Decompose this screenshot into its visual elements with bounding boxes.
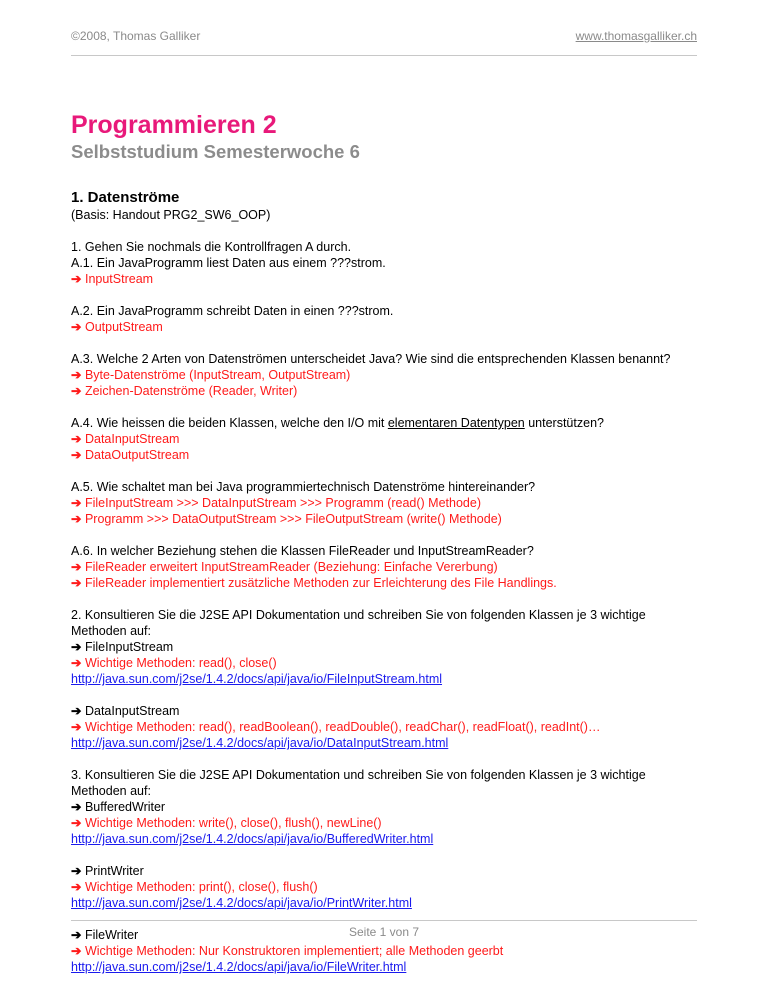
api-doc-link[interactable]: http://java.sun.com/j2se/1.4.2/docs/api/java/io/DataInputStream.html bbox=[71, 736, 449, 750]
arrow-icon: ➔ bbox=[71, 272, 82, 286]
page-header bbox=[71, 29, 697, 56]
arrow-icon: ➔ bbox=[71, 384, 82, 398]
question-a6 bbox=[71, 543, 711, 591]
arrow-icon: ➔ bbox=[71, 320, 82, 334]
methods-line: ➔ Wichtige Methoden: read(), readBoolean(), readDouble(), readChar(), readFloat(), readInt()… bbox=[71, 720, 601, 734]
question-a5 bbox=[71, 479, 711, 527]
answer-line: ➔ Byte-Datenströme (InputStream, OutputStream) bbox=[71, 368, 351, 382]
class-name: ➔ PrintWriter bbox=[71, 864, 144, 878]
class-name: ➔ BufferedWriter bbox=[71, 800, 166, 814]
section-heading: 1. Datenströme bbox=[71, 189, 180, 206]
answer-line: ➔ FileReader erweitert InputStreamReader (Beziehung: Einfache Vererbung) bbox=[71, 560, 498, 574]
question-text: 3. Konsultieren Sie die J2SE API Dokumentation und schreiben Sie von folgenden Klassen je 3 wichtige bbox=[71, 768, 646, 782]
question-text: A.3. Welche 2 Arten von Datenströmen unterscheidet Java? Wie sind die entsprechenden Klassen benannt? bbox=[71, 352, 671, 366]
answer-line: ➔ Programm >>> DataOutputStream >>> FileOutputStream (write() Methode) bbox=[71, 512, 502, 526]
answer-line: ➔ FileInputStream >>> DataInputStream >>> Programm (read() Methode) bbox=[71, 496, 481, 510]
class-name: ➔ FileInputStream bbox=[71, 640, 174, 654]
question-a1 bbox=[71, 239, 711, 287]
arrow-icon: ➔ bbox=[71, 816, 82, 830]
answer-line: ➔ InputStream bbox=[71, 272, 154, 286]
arrow-icon: ➔ bbox=[71, 496, 82, 510]
methods-line: ➔ Wichtige Methoden: write(), close(), flush(), newLine() bbox=[71, 816, 382, 830]
question-text: A.4. Wie heissen die beiden Klassen, welche den I/O mit elementaren Datentypen unterstützen? bbox=[71, 416, 604, 430]
answer-line: ➔ Zeichen-Datenströme (Reader, Writer) bbox=[71, 384, 298, 398]
api-doc-link[interactable]: http://java.sun.com/j2se/1.4.2/docs/api/java/io/BufferedWriter.html bbox=[71, 832, 434, 846]
arrow-icon: ➔ bbox=[71, 720, 82, 734]
question-text: A.6. In welcher Beziehung stehen die Klassen FileReader und InputStreamReader? bbox=[71, 544, 534, 558]
arrow-icon: ➔ bbox=[71, 576, 82, 590]
arrow-icon: ➔ bbox=[71, 928, 82, 942]
question-3-printwriter bbox=[71, 863, 711, 911]
arrow-icon: ➔ bbox=[71, 656, 82, 670]
question-a4 bbox=[71, 415, 711, 463]
methods-line: ➔ Wichtige Methoden: print(), close(), flush() bbox=[71, 880, 318, 894]
class-name: ➔ FileWriter bbox=[71, 928, 139, 942]
arrow-icon: ➔ bbox=[71, 640, 82, 654]
api-doc-link[interactable]: http://java.sun.com/j2se/1.4.2/docs/api/java/io/FileWriter.html bbox=[71, 960, 407, 974]
arrow-icon: ➔ bbox=[71, 560, 82, 574]
document-subtitle: Selbststudium Semesterwoche 6 bbox=[71, 141, 360, 162]
arrow-icon: ➔ bbox=[71, 432, 82, 446]
arrow-icon: ➔ bbox=[71, 704, 82, 718]
document-title: Programmieren 2 bbox=[71, 111, 277, 139]
question-a3 bbox=[71, 351, 711, 399]
arrow-icon: ➔ bbox=[71, 864, 82, 878]
question-2-datainputstream bbox=[71, 703, 711, 751]
methods-line: ➔ Wichtige Methoden: read(), close() bbox=[71, 656, 277, 670]
page-number: Seite 1 von 7 bbox=[348, 925, 420, 939]
intro-text: 1. Gehen Sie nochmals die Kontrollfragen A durch. bbox=[71, 240, 352, 254]
question-text: A.5. Wie schaltet man bei Java programmiertechnisch Datenströme hintereinander? bbox=[71, 480, 536, 494]
class-name: ➔ DataInputStream bbox=[71, 704, 180, 718]
main-content bbox=[71, 110, 711, 991]
arrow-icon: ➔ bbox=[71, 800, 82, 814]
website-link[interactable]: www.thomasgalliker.ch bbox=[575, 29, 697, 43]
api-doc-link[interactable]: http://java.sun.com/j2se/1.4.2/docs/api/java/io/FileInputStream.html bbox=[71, 672, 443, 686]
api-doc-link[interactable]: http://java.sun.com/j2se/1.4.2/docs/api/java/io/PrintWriter.html bbox=[71, 896, 412, 910]
answer-line: ➔ DataInputStream bbox=[71, 432, 180, 446]
arrow-icon: ➔ bbox=[71, 880, 82, 894]
question-text: Methoden auf: bbox=[71, 624, 151, 638]
question-text: A.1. Ein JavaProgramm liest Daten aus einem ???strom. bbox=[71, 256, 386, 270]
arrow-icon: ➔ bbox=[71, 368, 82, 382]
basis-note: (Basis: Handout PRG2_SW6_OOP) bbox=[71, 208, 271, 222]
question-text: 2. Konsultieren Sie die J2SE API Dokumentation und schreiben Sie von folgenden Klassen je 3 wichtige bbox=[71, 608, 646, 622]
methods-line: ➔ Wichtige Methoden: Nur Konstruktoren implementiert; alle Methoden geerbt bbox=[71, 944, 504, 958]
answer-line: ➔ OutputStream bbox=[71, 320, 163, 334]
answer-line: ➔ FileReader implementiert zusätzliche Methoden zur Erleichterung des File Handlings. bbox=[71, 576, 557, 590]
arrow-icon: ➔ bbox=[71, 512, 82, 526]
arrow-icon: ➔ bbox=[71, 448, 82, 462]
question-2-fileinputstream bbox=[71, 607, 711, 687]
copyright-text: ©2008, Thomas Galliker bbox=[71, 29, 201, 43]
arrow-icon: ➔ bbox=[71, 944, 82, 958]
question-a2 bbox=[71, 303, 711, 335]
question-text: Methoden auf: bbox=[71, 784, 151, 798]
question-3-bufferedwriter bbox=[71, 767, 711, 847]
question-text: A.2. Ein JavaProgramm schreibt Daten in einen ???strom. bbox=[71, 304, 394, 318]
answer-line: ➔ DataOutputStream bbox=[71, 448, 190, 462]
